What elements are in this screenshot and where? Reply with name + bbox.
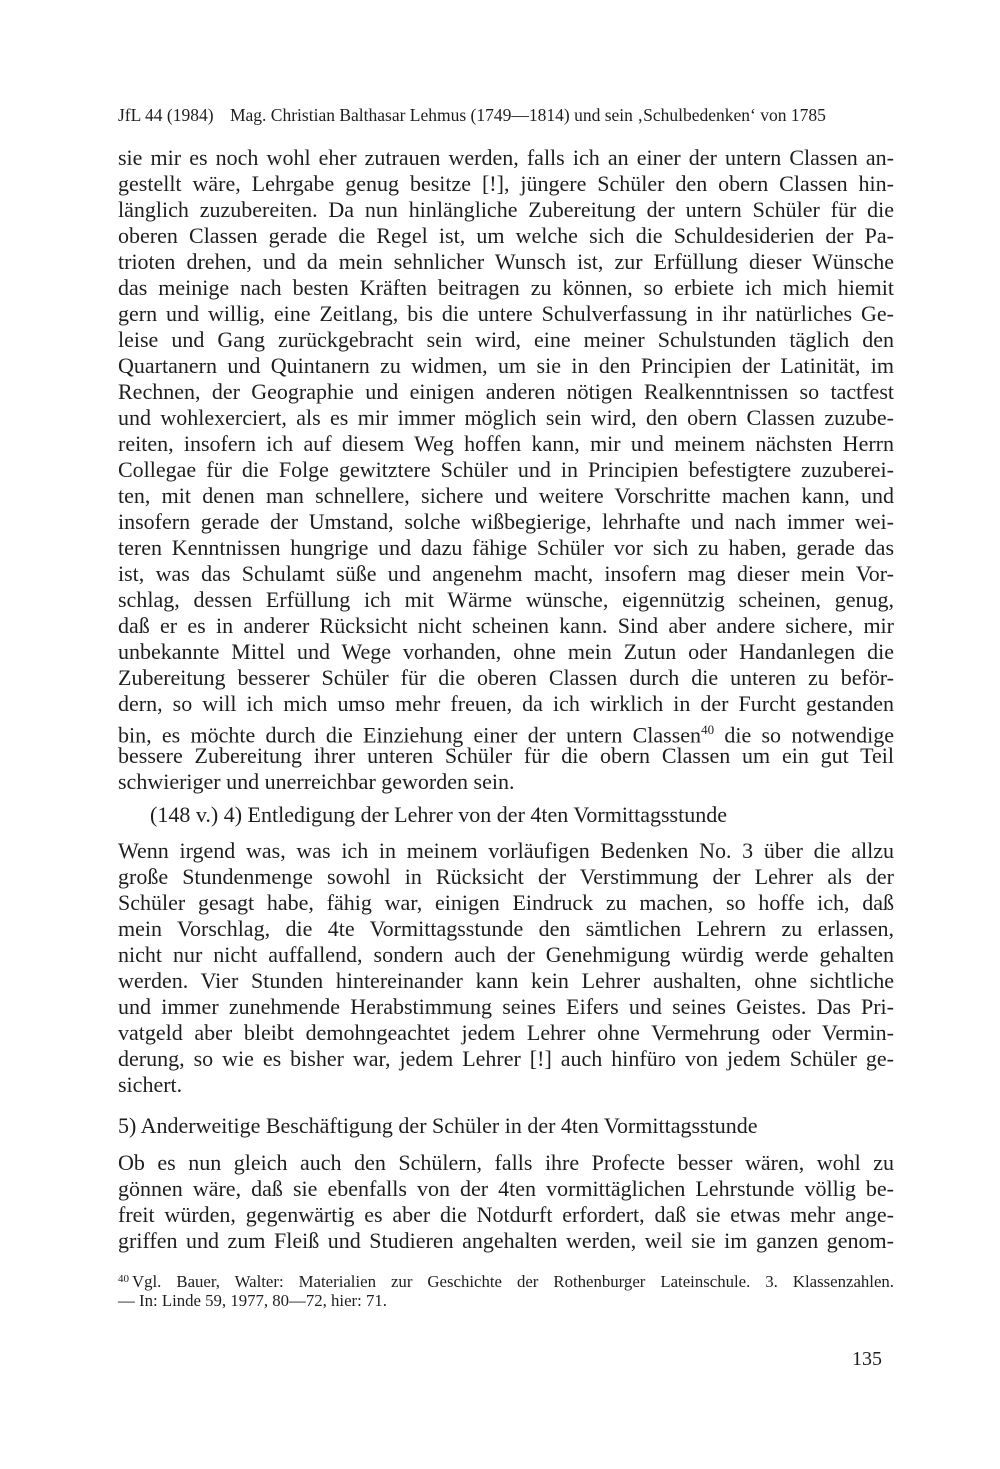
footnote-line: — In: Linde 59, 1977, 80—72, hier: 71.: [118, 1291, 387, 1310]
text-line: gönnen wäre, daß sie ebenfalls von der 4ten vormittäglichen Lehrstunde völlig be-: [118, 1176, 894, 1201]
footnote: [118, 1268, 894, 1312]
text-line: oberen Classen gerade die Regel ist, um welche sich die Schuldesiderien der Pa-: [118, 223, 894, 248]
text-line: länglich zuzubereiten. Da nun hinlängliche Zubereitung der untern Schüler für die: [118, 197, 894, 222]
text-line: gern und willig, eine Zeitlang, bis die untere Schulverfassung in ihr natürliches Ge-: [118, 301, 894, 326]
text-line: sichert.: [118, 1072, 183, 1097]
text-line: freit würden, gegenwärtig es aber die Notdurft erfordert, daß sie etwas mehr ange-: [118, 1202, 894, 1227]
running-title: Mag. Christian Balthasar Lehmus (1749—1814) und sein ‚Schulbedenken‘ von 1785: [229, 105, 826, 125]
running-header: [118, 102, 898, 128]
text-line: und immer zunehmende Herabstimmung seines Eifers und seines Geistes. Das Pri-: [118, 994, 894, 1019]
text-segment: die so notwendige: [714, 722, 894, 748]
text-line: trioten drehen, und da mein sehnlicher Wunsch ist, zur Erfüllung dieser Wünsche: [118, 249, 894, 274]
text-line: ist, was das Schulamt süße und angenehm macht, insofern mag dieser mein Vor-: [118, 561, 894, 586]
text-line: bessere Zubereitung ihrer unteren Schüler für die obern Classen um ein gut Teil: [118, 743, 894, 768]
text-line: leise und Gang zurückgebracht sein wird, eine meiner Schulstunden täglich den: [118, 327, 894, 352]
text-line: reiten, insofern ich auf diesem Weg hoffen kann, mir und meinem nächsten Herrn: [118, 431, 894, 456]
text-line: nicht nur nicht auffallend, sondern auch der Genehmigung würdig werde gehalten: [118, 942, 894, 967]
text-line-with-footnote-ref: [118, 717, 894, 748]
text-line: dern, so will ich mich umso mehr freuen, da ich wirklich in der Furcht gestanden: [118, 691, 894, 716]
paragraph-section-4: [118, 838, 894, 1098]
text-line: Quartanern und Quintanern zu widmen, um sie in den Principien der Latinität, im: [118, 353, 894, 378]
text-line: Schüler gesagt habe, fähig war, einigen Eindruck zu machen, so hoffe ich, daß: [118, 890, 894, 915]
text-line: werden. Vier Stunden hintereinander kann kein Lehrer aushalten, ohne sichtliche: [118, 968, 894, 993]
footnote-reference: 40: [701, 722, 715, 737]
text-line: Collegae für die Folge gewitztere Schüler und in Principien befestigtere zuzuberei-: [118, 457, 894, 482]
text-line: daß er es in anderer Rücksicht nicht scheinen kann. Sind aber andere sichere, mir: [118, 613, 894, 638]
text-line: vatgeld aber bleibt demohngeachtet jedem Lehrer ohne Vermehrung oder Vermin-: [118, 1020, 894, 1045]
text-segment: bin, es möchte durch die Einziehung einer der untern Classen: [118, 722, 702, 748]
footnote-text: Vgl. Bauer, Walter: Materialien zur Geschichte der Rothenburger Lateinschule. 3. Klassenzahlen.: [132, 1272, 894, 1291]
section-heading-4: (148 v.) 4) Entledigung der Lehrer von der 4ten Vormittagsstunde: [150, 802, 727, 827]
page-number: 135: [852, 1348, 882, 1370]
text-line: schlag, dessen Erfüllung ich mit Wärme wünsche, eigennützig scheinen, genug,: [118, 587, 894, 612]
text-line: mein Vorschlag, die 4te Vormittagsstunde den sämtlichen Lehrern zu erlassen,: [118, 916, 894, 941]
paragraph-section-5: [118, 1150, 894, 1254]
text-line: unbekannte Mittel und Wege vorhanden, ohne mein Zutun oder Handanlegen die: [118, 639, 894, 664]
text-line: insofern gerade der Umstand, solche wißbegierige, lehrhafte und nach immer wei-: [118, 509, 894, 534]
text-line: Ob es nun gleich auch den Schülern, falls ihre Profecte besser wären, wohl zu: [118, 1150, 894, 1175]
section-heading-5: 5) Anderweitige Beschäftigung der Schüler in der 4ten Vormittagsstunde: [118, 1113, 758, 1138]
text-line: gestellt wäre, Lehrgabe genug besitze [!], jüngere Schüler den obern Classen hin-: [118, 171, 894, 196]
footnote-number: 40: [118, 1273, 129, 1285]
text-line: schwieriger und unerreichbar geworden sein.: [118, 769, 515, 794]
text-line: Zubereitung besserer Schüler für die oberen Classen durch die unteren zu beför-: [118, 665, 894, 690]
text-line: das meinige nach besten Kräften beitragen zu können, so erbiete ich mich hiemit: [118, 275, 894, 300]
text-line: teren Kenntnissen hungrige und dazu fähige Schüler vor sich zu haben, gerade das: [118, 535, 894, 560]
journal-reference: JfL 44 (1984): [118, 105, 214, 125]
text-line: griffen und zum Fleiß und Studieren angehalten werden, weil sie im ganzen genom-: [118, 1228, 894, 1253]
text-line: sie mir es noch wohl eher zutrauen werden, falls ich an einer der untern Classen an-: [118, 145, 894, 170]
footnote-line: [118, 1268, 894, 1290]
text-line: große Stundenmenge sowohl in Rücksicht der Verstimmung der Lehrer als der: [118, 864, 894, 889]
text-line: derung, so wie es bisher war, jedem Lehrer [!] auch hinfüro von jedem Schüler ge-: [118, 1046, 894, 1071]
paragraph-continuation: [118, 145, 894, 795]
text-line: Rechnen, der Geographie und einigen anderen nötigen Realkenntnissen so tactfest: [118, 379, 894, 404]
text-line: und wohlexerciert, als es mir immer möglich sein wird, den obern Classen zuzube-: [118, 405, 894, 430]
text-line: Wenn irgend was, was ich in meinem vorläufigen Bedenken No. 3 über die allzu: [118, 838, 894, 863]
text-line: ten, mit denen man schnellere, sichere und weitere Vorschritte machen kann, und: [118, 483, 894, 508]
